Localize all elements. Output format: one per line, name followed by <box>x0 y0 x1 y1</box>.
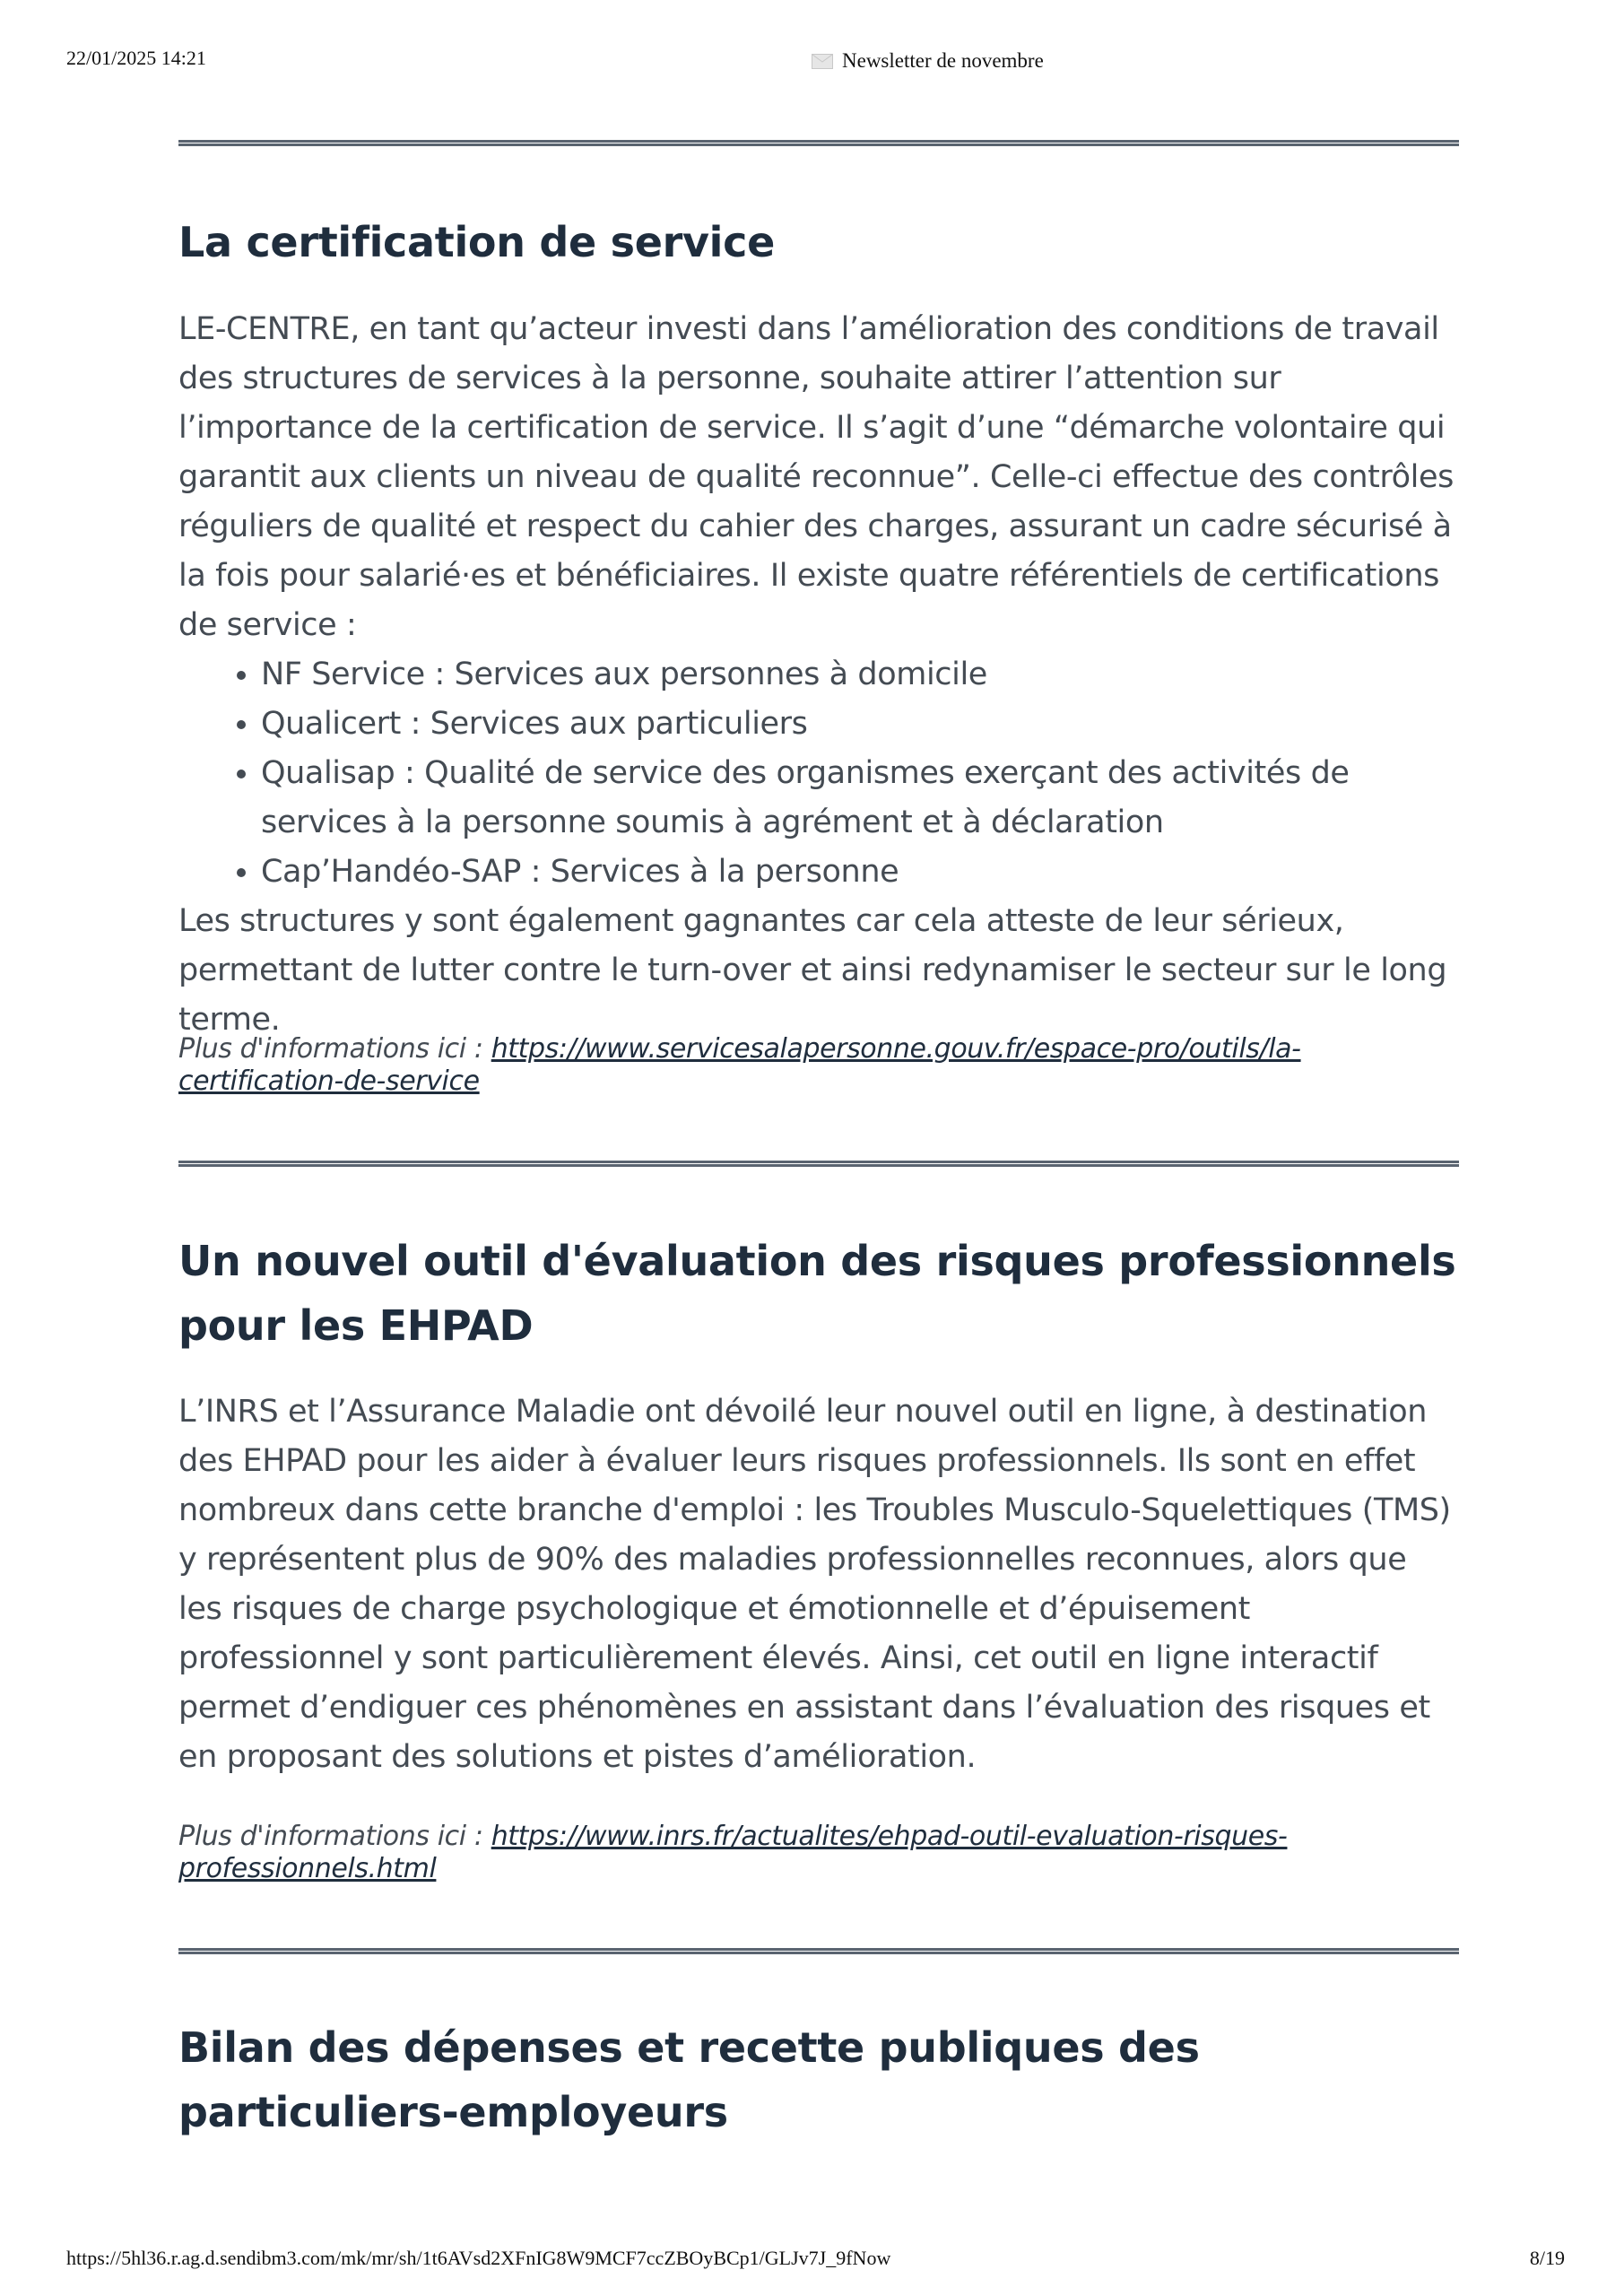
section-title-certification: La certification de service <box>178 218 776 266</box>
print-page-number: 8/19 <box>1529 2247 1565 2269</box>
more-info-ehpad <box>178 1821 1459 1885</box>
section-divider <box>178 140 1459 146</box>
envelope-icon <box>812 54 833 69</box>
list-item: • Cap’Handéo-SAP : Services à la personne <box>261 848 1459 897</box>
certification-link[interactable]: https://www.servicesalapersonne.gouv.fr/espace-pro/outils/la-certification-de-service <box>178 1033 1301 1097</box>
print-header-title <box>812 49 1044 73</box>
section-title-ehpad: Un nouvel outil d'évaluation des risques professionnels pour les EHPAD <box>178 1237 1456 1350</box>
certification-list <box>178 650 1459 897</box>
more-info-label: Plus d'informations ici : <box>178 1033 491 1065</box>
newsletter-title: Newsletter de novembre <box>842 49 1044 72</box>
section-divider <box>178 1161 1459 1167</box>
list-item: • Qualisap : Qualité de service des organismes exerçant des activités de services à la personne soumis à agrément et à déclaration <box>261 749 1459 848</box>
more-info-certification <box>178 1033 1459 1098</box>
print-footer-url: https://5hl36.r.ag.d.sendibm3.com/mk/mr/sh/1t6AVsd2XFnIG8W9MCF7ccZBOyBCp1/GLJv7J_9fNow <box>66 2247 891 2269</box>
section-title-bilan: Bilan des dépenses et recette publiques des particuliers-employeurs <box>178 2023 1200 2136</box>
ehpad-body: L’INRS et l’Assurance Maladie ont dévoilé leur nouvel outil en ligne, à destination des EHPAD pour les aider à évaluer leurs risques professionnels. Ils sont en effet nombreux dans cette branche d'emploi : les Troubles Musculo-Squelettiques (TMS) y représentent plus de 90% des maladies professionnelles reconnues, alors que les risques de charge psychologique et émotionnelle et d’épuisement professionnel y sont particulièrement élevés. Ainsi, cet outil en ligne interactif permet d’endiguer ces phénomènes en assistant dans l’évaluation des risques et en proposant des solutions et pistes d’amélioration. <box>178 1394 1451 1775</box>
section-body-certification <box>178 305 1459 1045</box>
certification-intro: LE-CENTRE, en tant qu’acteur investi dans l’amélioration des conditions de travail des structures de services à la personne, souhaite attirer l’attention sur l’importance de la certification de service. Il s’agit d’une “démarche volontaire qui garantit aux clients un niveau de qualité reconnue”. Celle-ci effectue des contrôles réguliers de qualité et respect du cahier des charges, assurant un cadre sécurisé à la fois pour salarié·es et bénéficiaires. Il existe quatre référentiels de certifications de service : <box>178 311 1454 643</box>
list-item: • NF Service : Services aux personnes à domicile <box>261 650 1459 700</box>
section-body-ehpad <box>178 1387 1459 1782</box>
more-info-label: Plus d'informations ici : <box>178 1821 491 1852</box>
inrs-link[interactable]: https://www.inrs.fr/actualites/ehpad-outil-evaluation-risques-professionnels.html <box>178 1821 1288 1884</box>
section-divider <box>178 1948 1459 1954</box>
certification-outro: Les structures y sont également gagnantes car cela atteste de leur sérieux, permettant de lutter contre le turn-over et ainsi redynamiser le secteur sur le long terme. <box>178 903 1447 1038</box>
print-datetime: 22/01/2025 14:21 <box>66 47 206 69</box>
list-item: • Qualicert : Services aux particuliers <box>261 700 1459 749</box>
